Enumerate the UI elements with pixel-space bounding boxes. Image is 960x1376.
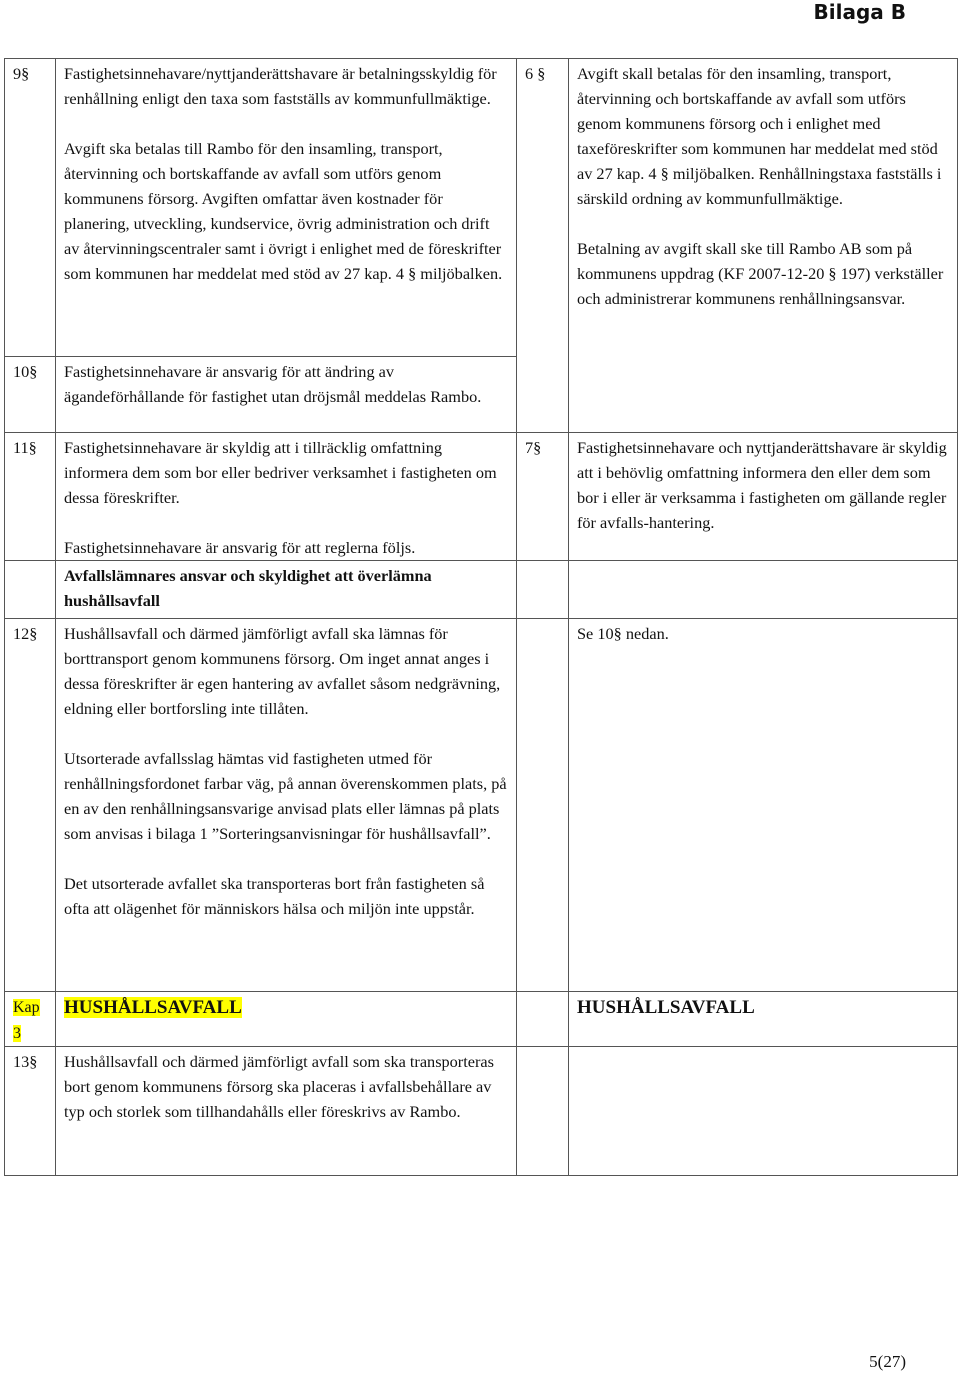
section-number xyxy=(517,619,569,992)
document-title: Bilaga B xyxy=(813,0,906,24)
section-number: 13§ xyxy=(5,1047,56,1176)
section-text xyxy=(56,433,517,561)
paragraph: Se 10§ nedan. xyxy=(577,624,669,643)
paragraph: Fastighetsinnehavare är ansvarig för att ändring av ägandeförhållande för fastighet utan dröjsmål meddelas Rambo. xyxy=(64,362,482,406)
section-number: 12§ xyxy=(5,619,56,992)
section-text xyxy=(56,59,517,357)
paragraph: Hushållsavfall och därmed jämförligt avfall ska lämnas för borttransport genom kommunens försorg. Om inget annat anges i dessa föreskrifter är egen hantering av avfallet såsom nedgrävning, eldning eller bortforsling inte tillåten. xyxy=(64,624,501,718)
chapter-heading-cell xyxy=(569,992,958,1047)
chapter-number: 3 xyxy=(13,1025,21,1042)
section-number: 9§ xyxy=(5,59,56,357)
table-row xyxy=(5,561,958,619)
section-number: 7§ xyxy=(517,433,569,561)
paragraph: Fastighetsinnehavare är ansvarig för att reglerna följs. xyxy=(64,538,416,557)
paragraph: Avgift skall betalas för den insamling, transport, återvinning och bortskaffande av avfall som utförs genom kommunens försorg och i enlighet med taxeföreskrifter som kommunen har meddelat med stöd av 27 kap. 4 § miljöbalken. Renhållningstaxa fastställs i särskild ordning av kommunfullmäktige. xyxy=(577,64,942,208)
chapter-heading-cell xyxy=(56,992,517,1047)
section-text xyxy=(56,619,517,992)
paragraph: Hushållsavfall och därmed jämförligt avfall som ska transporteras bort genom kommunens försorg ska placeras i avfallsbehållare av typ och storlek som tillhandahålls eller föreskrivs av Rambo. xyxy=(64,1052,494,1121)
regulation-comparison-table xyxy=(4,58,958,1176)
table-row xyxy=(5,59,958,357)
paragraph: Fastighetsinnehavare är skyldig att i tillräcklig omfattning informera dem som bor eller bedriver verksamhet i fastigheten om dessa föreskrifter. xyxy=(64,438,497,507)
section-number: 6 § xyxy=(517,59,569,433)
section-text xyxy=(569,619,958,992)
section-number: 10§ xyxy=(5,357,56,433)
section-text xyxy=(56,357,517,433)
paragraph: Avgift ska betalas till Rambo för den insamling, transport, återvinning och bortskaffande av avfall som utförs genom kommunens försorg. Avgiften omfattar även kostnader för planering, utveckling, kundservice, övrig administration och drift av återvinningscentraler samt i övrigt i enlighet med de föreskrifter som kommunen har meddelat med stöd av 27 kap. 4 § miljöbalken. xyxy=(64,139,503,283)
paragraph: Utsorterade avfallsslag hämtas vid fastigheten utmed för renhållningsfordonet farbar väg, på annan överenskommen plats, på en av den renhållningsansvarige anvisad plats eller lämnas på plats som anvisas i bilaga 1 ”Sorteringsanvisningar för hushållsavfall”. xyxy=(64,749,507,843)
table-row xyxy=(5,992,958,1047)
paragraph: Betalning av avgift skall ske till Rambo AB som på kommunens uppdrag (KF 2007-12-20 § 197) verkställer och administrerar kommunens renhållningsansvar. xyxy=(577,239,944,308)
section-number: 11§ xyxy=(5,433,56,561)
chapter-label xyxy=(5,992,56,1047)
table-row xyxy=(5,619,958,992)
table-row xyxy=(5,433,958,561)
section-text xyxy=(56,1047,517,1176)
page-number: 5(27) xyxy=(869,1352,906,1371)
paragraph: Fastighetsinnehavare/nyttjanderättshavare är betalningsskyldig för renhållning enligt den taxa som fastställs av kommunfullmäktige. xyxy=(64,64,497,108)
paragraph: Det utsorterade avfallet ska transporteras bort från fastigheten så ofta att olägenhet för människors hälsa och miljön inte uppstår. xyxy=(64,874,485,918)
section-text xyxy=(569,433,958,561)
section-text xyxy=(569,59,958,433)
paragraph: Fastighetsinnehavare och nyttjanderättshavare är skyldig att i behövlig omfattning informera den eller dem som bor i eller är verksamma i fastigheten om gällande regler för avfalls-hantering. xyxy=(577,438,947,532)
chapter-heading: HUSHÅLLSAVFALL xyxy=(64,997,242,1018)
table-row xyxy=(5,1047,958,1176)
chapter-heading: HUSHÅLLSAVFALL xyxy=(577,997,755,1018)
chapter-word: Kap xyxy=(13,999,40,1016)
section-heading: Avfallslämnares ansvar och skyldighet att överlämna hushållsavfall xyxy=(56,561,517,619)
